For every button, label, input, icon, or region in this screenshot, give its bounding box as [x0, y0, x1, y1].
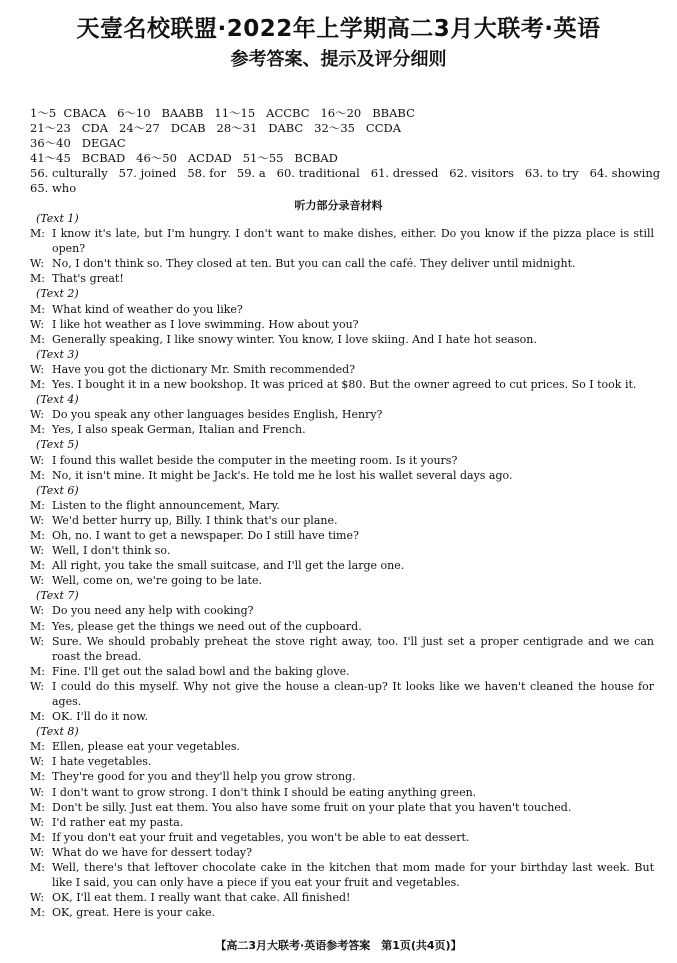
speaker-tag: W:	[30, 257, 45, 271]
transcript-line	[30, 256, 654, 271]
transcript-line	[30, 830, 654, 845]
transcript-line	[30, 890, 654, 905]
speaker-tag: M:	[30, 272, 45, 286]
line-text: Do you speak any other languages besides English, Henry?	[52, 408, 383, 422]
transcript-line	[30, 543, 654, 558]
transcript-line	[30, 754, 654, 769]
line-text: Have you got the dictionary Mr. Smith recommended?	[52, 362, 356, 376]
line-text: No, I don't think so. They closed at ten. But you can call the café. They deliver until midnight.	[52, 257, 576, 271]
speaker-tag: W:	[30, 604, 45, 618]
line-text: (Text 1)	[36, 212, 79, 225]
speaker-tag: M:	[30, 468, 45, 482]
text-label	[30, 483, 654, 498]
speaker-tag: W:	[30, 574, 45, 588]
transcript-line	[30, 528, 654, 543]
transcript-line	[30, 800, 654, 815]
speaker-tag: M:	[30, 302, 45, 316]
text-label	[30, 286, 654, 301]
line-text: (Text 7)	[36, 589, 79, 603]
transcript-body	[30, 211, 654, 920]
transcript-line	[30, 769, 654, 784]
speaker-tag: M:	[30, 800, 45, 814]
line-text: Generally speaking, I like snowy winter. You know, I love skiing. And I hate hot season.	[52, 332, 537, 346]
transcript-line	[30, 226, 654, 256]
transcript-line	[30, 498, 654, 513]
page-title: 天壹名校联盟·2022年上学期高二3月大联考·英语	[76, 16, 601, 42]
answer-key	[30, 106, 660, 196]
text-label	[30, 211, 654, 226]
speaker-tag: W:	[30, 679, 45, 693]
transcript-line	[30, 422, 654, 437]
transcript-line	[30, 271, 654, 286]
line-text: Yes, I also speak German, Italian and French.	[52, 423, 306, 437]
line-text: I could do this myself. Why not give the house a clean-up? It looks like we haven't cleaned the house for ages.	[52, 679, 654, 708]
line-text: Don't be silly. Just eat them. You also have some fruit on your plate that you haven't touched.	[52, 800, 572, 814]
speaker-tag: W:	[30, 815, 45, 829]
section-heading: 听力部分录音材料	[294, 199, 383, 212]
speaker-tag: M:	[30, 906, 45, 920]
transcript-line	[30, 468, 654, 483]
line-text: OK, great. Here is your cake.	[52, 906, 216, 920]
transcript-line	[30, 513, 654, 528]
transcript-line	[30, 679, 654, 709]
line-text: Oh, no. I want to get a newspaper. Do I still have time?	[52, 528, 359, 542]
line-text: OK. I'll do it now.	[52, 710, 149, 724]
line-text: Listen to the flight announcement, Mary.	[52, 498, 280, 512]
line-text: If you don't eat your fruit and vegetables, you won't be able to eat dessert.	[52, 830, 470, 844]
speaker-tag: W:	[30, 891, 45, 905]
line-text: I don't want to grow strong. I don't think I should be eating anything green.	[52, 785, 477, 799]
speaker-tag: M:	[30, 710, 45, 724]
answer-row: 1～5 CBACA 6～10 BAABB 11～15 ACCBC 16～20 BBABC	[30, 106, 415, 120]
transcript-line	[30, 332, 654, 347]
line-text: OK, I'll eat them. I really want that cake. All finished!	[52, 891, 351, 905]
line-text: What kind of weather do you like?	[52, 302, 243, 316]
speaker-tag: W:	[30, 634, 45, 648]
line-text: Well, I don't think so.	[52, 544, 171, 558]
line-text: Sure. We should probably preheat the stove right away, too. I'll just set a proper centigrade and we can roast the bread.	[52, 634, 654, 663]
transcript-line	[30, 815, 654, 830]
transcript-line	[30, 785, 654, 800]
line-text: Yes, please get the things we need out of the cupboard.	[52, 619, 362, 633]
line-text: (Text 6)	[36, 483, 79, 497]
line-text: We'd better hurry up, Billy. I think that's our plane.	[52, 513, 338, 527]
transcript-line	[30, 603, 654, 618]
line-text: All right, you take the small suitcase, and I'll get the large one.	[52, 559, 405, 573]
answer-row: 36～40 DEGAC	[30, 136, 126, 150]
transcript-line	[30, 619, 654, 634]
line-text: They're good for you and they'll help you grow strong.	[52, 770, 356, 784]
line-text: Do you need any help with cooking?	[52, 604, 254, 618]
speaker-tag: M:	[30, 559, 45, 573]
transcript-line	[30, 634, 654, 664]
speaker-tag: M:	[30, 378, 45, 392]
line-text: (Text 3)	[36, 347, 79, 361]
transcript-line	[30, 302, 654, 317]
speaker-tag: W:	[30, 544, 45, 558]
speaker-tag: W:	[30, 317, 45, 331]
speaker-tag: W:	[30, 453, 45, 467]
text-label	[30, 347, 654, 362]
line-text: Fine. I'll get out the salad bowl and the baking glove.	[52, 664, 350, 678]
transcript-line	[30, 709, 654, 724]
speaker-tag: W:	[30, 362, 45, 376]
speaker-tag: M:	[30, 830, 45, 844]
transcript-line	[30, 407, 654, 422]
line-text: Well, there's that leftover chocolate cake in the kitchen that mom made for your birthday last week. But like I said, you can only have a piece if you eat your fruit and vegetables.	[52, 861, 654, 890]
speaker-tag: W:	[30, 408, 45, 422]
page-subtitle: 参考答案、提示及评分细则	[230, 49, 447, 70]
transcript-line	[30, 362, 654, 377]
transcript-line	[30, 317, 654, 332]
line-text: Yes. I bought it in a new bookshop. It was priced at $80. But the owner agreed to cut prices. So I took it.	[52, 378, 637, 392]
answer-row: 56. culturally 57. joined 58. for 59. a 60. traditional 61. dressed 62. visitors 63. to try 64. showing	[30, 166, 661, 180]
speaker-tag: M:	[30, 528, 45, 542]
speaker-tag: M:	[30, 227, 45, 241]
speaker-tag: M:	[30, 664, 45, 678]
text-label	[30, 392, 654, 407]
speaker-tag: W:	[30, 755, 45, 769]
transcript-line	[30, 558, 654, 573]
transcript-line	[30, 377, 654, 392]
line-text: (Text 4)	[36, 393, 79, 407]
line-text: That's great!	[52, 272, 124, 286]
line-text: (Text 5)	[36, 438, 79, 452]
transcript-line	[30, 453, 654, 468]
speaker-tag: M:	[30, 770, 45, 784]
text-label	[30, 588, 654, 603]
transcript-line	[30, 664, 654, 679]
speaker-tag: M:	[30, 740, 45, 754]
transcript-line	[30, 905, 654, 920]
line-text: I found this wallet beside the computer in the meeting room. Is it yours?	[52, 453, 458, 467]
speaker-tag: M:	[30, 498, 45, 512]
line-text: I hate vegetables.	[52, 755, 152, 769]
text-label	[30, 437, 654, 452]
line-text: (Text 8)	[36, 725, 79, 739]
speaker-tag: W:	[30, 845, 45, 859]
answer-row: 65. who	[30, 181, 77, 195]
speaker-tag: M:	[30, 619, 45, 633]
page-footer: 【高二3月大联考·英语参考答案 第1页(共4页)】	[215, 939, 462, 952]
transcript-line	[30, 573, 654, 588]
speaker-tag: M:	[30, 861, 45, 875]
text-label	[30, 724, 654, 739]
line-text: I'd rather eat my pasta.	[52, 815, 184, 829]
transcript-line	[30, 845, 654, 860]
line-text: No, it isn't mine. It might be Jack's. He told me he lost his wallet several days ago.	[52, 468, 513, 482]
line-text: Well, come on, we're going to be late.	[52, 574, 262, 588]
line-text: What do we have for dessert today?	[52, 845, 253, 859]
line-text: I like hot weather as I love swimming. How about you?	[52, 317, 359, 331]
transcript-line	[30, 739, 654, 754]
speaker-tag: W:	[30, 785, 45, 799]
transcript-line	[30, 860, 654, 890]
answer-row: 41～45 BCBAD 46～50 ACDAD 51～55 BCBAD	[30, 151, 338, 165]
speaker-tag: W:	[30, 513, 45, 527]
speaker-tag: M:	[30, 423, 45, 437]
line-text: I know it's late, but I'm hungry. I don't want to make dishes, either. Do you know if the pizza place is still open?	[52, 227, 654, 256]
line-text: (Text 2)	[36, 287, 79, 301]
speaker-tag: M:	[30, 332, 45, 346]
answer-row: 21～23 CDA 24～27 DCAB 28～31 DABC 32～35 CCDA	[30, 121, 402, 135]
line-text: Ellen, please eat your vegetables.	[52, 740, 241, 754]
